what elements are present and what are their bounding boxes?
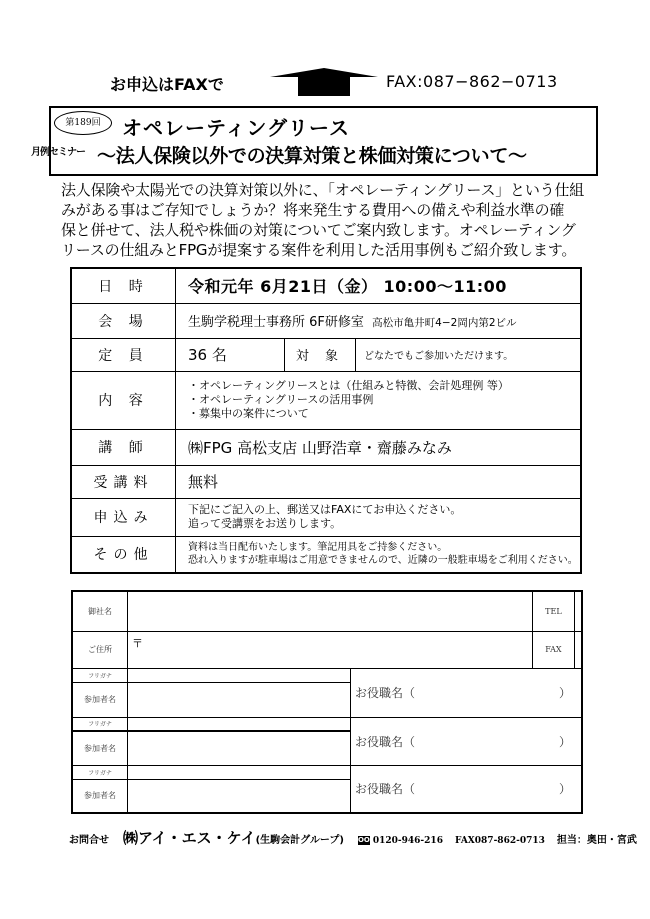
position-close: ） bbox=[558, 782, 571, 797]
datetime-label: 日 時 bbox=[71, 268, 176, 303]
position-close: ） bbox=[558, 734, 571, 749]
fee-value: 無料 bbox=[176, 465, 582, 498]
application-value bbox=[176, 498, 582, 536]
row-application bbox=[71, 498, 581, 536]
furigana-input[interactable] bbox=[128, 668, 351, 682]
furigana-label: フリガナ bbox=[72, 765, 128, 779]
contact-label: お問合せ bbox=[69, 835, 109, 846]
row-fee bbox=[71, 465, 581, 498]
furigana-input[interactable] bbox=[128, 765, 351, 779]
position-label: お役職名（ bbox=[355, 686, 416, 700]
intro-text bbox=[61, 180, 601, 260]
other-label: その他 bbox=[71, 536, 176, 573]
venue-address: 高松市亀井町4−2岡内第2ビル bbox=[372, 317, 517, 329]
fee-label: 受講料 bbox=[71, 465, 176, 498]
contact-fax: FAX087-862-0713 bbox=[454, 836, 545, 846]
company-label: 御社名 bbox=[72, 591, 128, 631]
series-label: 月例セミナー bbox=[31, 147, 85, 158]
tel-label: TEL bbox=[532, 591, 574, 631]
application-label: 申込み bbox=[71, 498, 176, 536]
lecturer-label: 講 師 bbox=[71, 429, 176, 465]
application-line: 追って受講票をお送りします。 bbox=[188, 517, 342, 530]
intro-line: みがある事はご存知でしょうか？将来発生する費用への備えや利益水準の確 bbox=[61, 201, 565, 219]
position-field[interactable] bbox=[351, 717, 583, 765]
row-content bbox=[71, 371, 581, 429]
form-row-furigana bbox=[72, 668, 582, 682]
venue-value bbox=[176, 303, 582, 338]
page-title: オペレーティングリース bbox=[122, 116, 350, 140]
target-value: どなたでもご参加いただけます。 bbox=[356, 338, 582, 371]
participant-input[interactable] bbox=[128, 682, 351, 717]
row-other bbox=[71, 536, 581, 573]
contact-phone: 0120-946-216 bbox=[372, 836, 443, 846]
participant-input[interactable] bbox=[128, 779, 351, 813]
content-label: 内 容 bbox=[71, 371, 176, 429]
participant-input[interactable] bbox=[128, 731, 351, 765]
venue-label: 会 場 bbox=[71, 303, 176, 338]
row-lecturer bbox=[71, 429, 581, 465]
content-item: ・募集中の案件について bbox=[188, 407, 309, 420]
content-item: ・オペレーティングリースの活用事例 bbox=[188, 393, 374, 406]
position-close: ） bbox=[558, 686, 571, 700]
capacity-label: 定 員 bbox=[71, 338, 176, 371]
other-value bbox=[176, 536, 582, 573]
position-field[interactable] bbox=[351, 668, 583, 717]
furigana-label: フリガナ bbox=[72, 717, 128, 731]
participant-label: 参加者名 bbox=[72, 731, 128, 765]
seminar-info-table bbox=[70, 267, 582, 574]
content-list bbox=[176, 371, 582, 429]
company-input[interactable] bbox=[128, 591, 533, 631]
fax-number: FAX:087−862−0713 bbox=[386, 72, 558, 91]
furigana-input[interactable] bbox=[128, 717, 351, 731]
row-datetime bbox=[71, 268, 581, 303]
form-row-company bbox=[72, 591, 582, 631]
contact-group: (生駒会計グループ) bbox=[255, 835, 344, 846]
target-label: 対 象 bbox=[285, 338, 356, 371]
venue-name: 生駒学税理士事務所 6F研修室 bbox=[188, 315, 364, 330]
position-label: お役職名（ bbox=[355, 734, 416, 749]
row-venue bbox=[71, 303, 581, 338]
position-field[interactable] bbox=[351, 765, 583, 813]
form-row-furigana bbox=[72, 717, 582, 731]
session-number-seal: 第189回 bbox=[54, 111, 112, 135]
free-dial-icon: OO bbox=[357, 836, 370, 844]
form-row-furigana bbox=[72, 765, 582, 779]
apply-by-fax-text: お申込はFAXで bbox=[110, 75, 224, 94]
form-row-address bbox=[72, 631, 582, 668]
up-arrow-icon bbox=[270, 67, 378, 97]
address-label: ご住所 bbox=[72, 631, 128, 668]
address-input[interactable] bbox=[128, 631, 533, 668]
participant-label: 参加者名 bbox=[72, 682, 128, 717]
datetime-value: 令和元年 6月21日（金） 10:00〜11:00 bbox=[176, 268, 582, 303]
position-label: お役職名（ bbox=[355, 782, 416, 797]
application-form bbox=[71, 590, 583, 814]
contact-footer bbox=[69, 827, 637, 848]
application-line: 下記にご記入の上、郵送又はFAXにてお申込ください。 bbox=[188, 503, 462, 516]
contact-company: ㈱アイ・エス・ケイ bbox=[123, 829, 256, 847]
fax-label: FAX bbox=[532, 631, 574, 668]
tel-input[interactable] bbox=[574, 591, 582, 631]
fax-input[interactable] bbox=[574, 631, 582, 668]
lecturer-value: ㈱FPG 高松支店 山野浩章・齋藤みなみ bbox=[176, 429, 582, 465]
content-item: ・オペレーティングリースとは（仕組みと特徴、会計処理例 等） bbox=[188, 379, 509, 392]
contact-staff: 担当：奥田・宮武 bbox=[556, 835, 637, 846]
intro-line: 保と併せて、法人税や株価の対策についてご案内致します。オペレーティング bbox=[61, 221, 576, 239]
participant-label: 参加者名 bbox=[72, 779, 128, 813]
intro-line: リースの仕組みとFPGが提案する案件を利用した活用事例もご紹介致します。 bbox=[61, 241, 577, 259]
intro-line: 法人保険や太陽光での決算対策以外に、「オペレーティングリース」という仕組 bbox=[61, 181, 585, 199]
postal-mark: 〒 bbox=[132, 637, 143, 650]
furigana-label: フリガナ bbox=[72, 668, 128, 682]
other-line: 恐れ入りますが駐車場はご用意できませんので、近隣の一般駐車場をご利用ください。 bbox=[188, 555, 578, 567]
capacity-value: 36 名 bbox=[176, 338, 285, 371]
page-subtitle: 〜法人保険以外での決算対策と株価対策について〜 bbox=[97, 145, 527, 167]
row-capacity bbox=[71, 338, 581, 371]
other-line: 資料は当日配布いたします。筆記用具をご持参ください。 bbox=[188, 542, 448, 554]
